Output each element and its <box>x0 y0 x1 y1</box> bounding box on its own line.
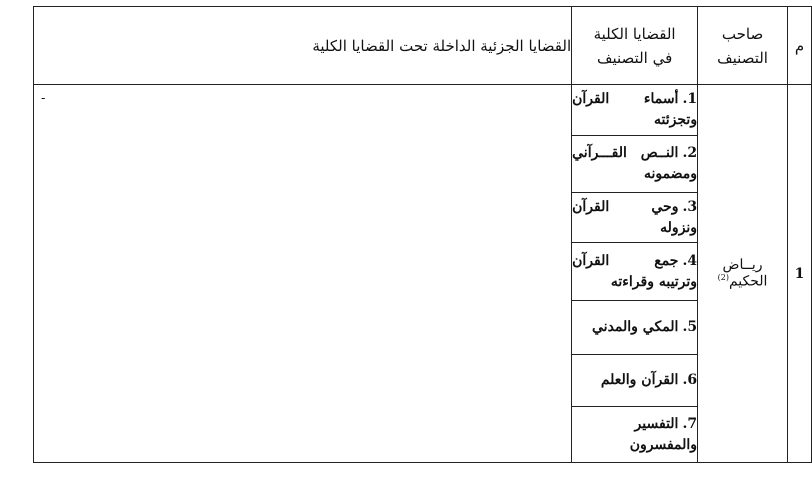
row-index: 1 <box>788 85 812 463</box>
table-row <box>34 85 812 136</box>
category-item: 7.التفسير والمفسرون <box>572 407 698 463</box>
subcategories-cell <box>34 85 572 463</box>
header-categories: القضايا الكلية في التصنيف <box>572 7 698 85</box>
category-item: 6.القرآن والعلم <box>572 355 698 407</box>
header-author: صاحب التصنيف <box>698 7 788 85</box>
header-index: م <box>788 7 812 85</box>
category-item: 2.النــص القـــرآني ومضمونه <box>572 136 698 193</box>
header-row <box>34 7 812 85</box>
author-name: ريــاض الحكيم$^{(2)}$ <box>698 85 788 463</box>
category-item: 4.جمع القرآن وترتيبه وقراءته <box>572 243 698 301</box>
category-item: 3.وحي القرآن ونزوله <box>572 193 698 243</box>
classification-table <box>33 6 812 463</box>
footnote-reference: (2) <box>717 273 729 283</box>
subcategories-dash: - <box>41 91 46 106</box>
category-item: 5.المكي والمدني <box>572 301 698 355</box>
header-subcategories: القضايا الجزئية الداخلة تحت القضايا الكلية <box>34 7 572 85</box>
category-item: 1.أسماء القرآن وتجزئته <box>572 85 698 136</box>
